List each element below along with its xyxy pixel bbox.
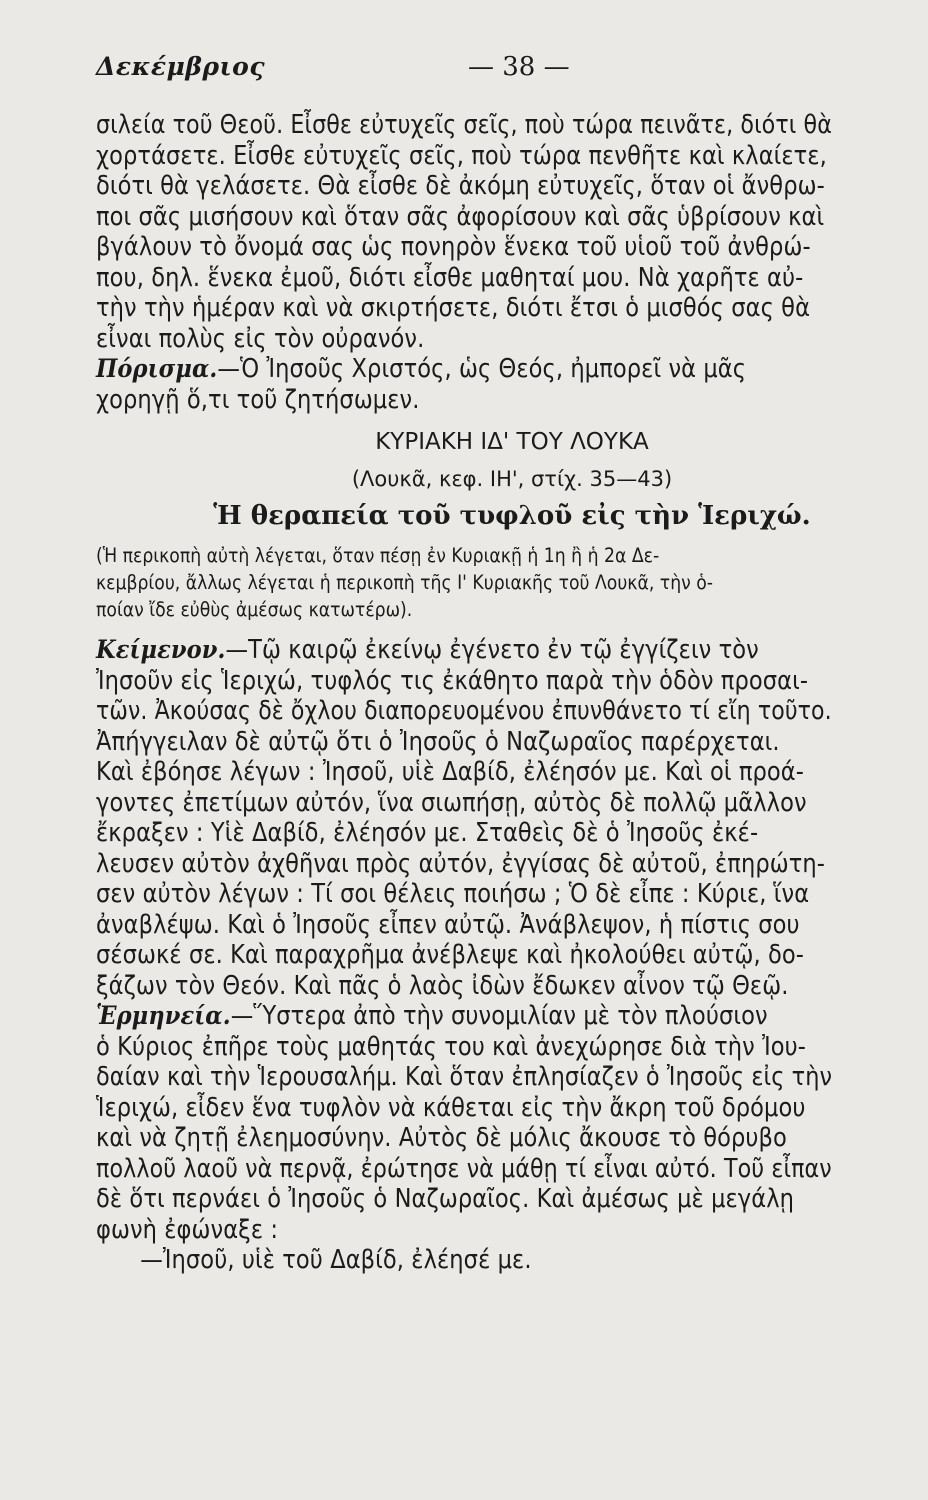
note-line: (Ἡ περικοπὴ αὐτὴ λέγεται, ὅταν πέσῃ ἐν Κυριακῇ ἡ 1η ἢ ἡ 2α Δε- bbox=[96, 544, 660, 567]
dialogue-line: —Ἰησοῦ, υἱὲ τοῦ Δαβίδ, ἐλέησέ με. bbox=[140, 1245, 532, 1275]
text-line: ξάζων τὸν Θεόν. Καὶ πᾶς ὁ λαὸς ἰδὼν ἔδωκεν αἶνον τῷ Θεῷ. bbox=[96, 970, 789, 1001]
text-line: τῶν. Ἀκούσας δὲ ὄχλου διαπορευομένου ἐπυνθάνετο τί εἴη τοῦτο. bbox=[96, 696, 832, 726]
text-line: γοντες ἐπετίμων αὐτόν, ἵνα σιωπήσῃ, αὐτὸς δὲ πολλῷ μᾶλλον bbox=[96, 787, 807, 818]
text-line: ποι σᾶς μισήσουν καὶ ὅταν σᾶς ἀφορίσουν καὶ σᾶς ὑβρίσουν καὶ bbox=[96, 201, 825, 232]
text-line: χορτάσετε. Εἶσθε εὐτυχεῖς σεῖς, ποὺ τώρα πενθῆτε καὶ κλαίετε, bbox=[96, 140, 827, 171]
opening-passage bbox=[96, 110, 928, 354]
text-line: σέσωκέ σε. Καὶ παραχρῆμα ἀνέβλεψε καὶ ἠκολούθει αὐτῷ, δο- bbox=[96, 940, 805, 970]
text-line: ἀναβλέψω. Καὶ ὁ Ἰησοῦς εἶπεν αὐτῷ. Ἀνάβλεψον, ἡ πίστις σου bbox=[96, 909, 800, 940]
text-line: πολλοῦ λαοῦ νὰ περνᾷ, ἐρώτησε νὰ μάθῃ τί εἶναι αὐτό. Τοῦ εἶπαν bbox=[96, 1153, 832, 1184]
text-line: σιλεία τοῦ Θεοῦ. Εἶσθε εὐτυχεῖς σεῖς, ποὺ τώρα πεινᾶτε, διότι θὰ bbox=[96, 110, 832, 140]
porisma-paragraph bbox=[96, 354, 928, 415]
gospel-title: Ἡ θεραπεία τοῦ τυφλοῦ εἰς τὴν Ἱεριχώ. bbox=[213, 501, 811, 531]
text-line: φωνὴ ἐφώναξε : bbox=[96, 1214, 279, 1245]
text-line: εἶναι πολὺς εἰς τὸν οὐρανόν. bbox=[96, 323, 425, 354]
keimenon-label: Κείμενον. bbox=[96, 635, 226, 665]
text-line: που, δηλ. ἕνεκα ἐμοῦ, διότι εἶσθε μαθηταί μου. Νὰ χαρῆτε αὐ- bbox=[96, 262, 804, 293]
note-line: κεμβρίου, ἄλλως λέγεται ἡ περικοπὴ τῆς Ι' Κυριακῆς τοῦ Λουκᾶ, τὴν ὁ- bbox=[96, 571, 714, 594]
keimenon-paragraph bbox=[96, 635, 928, 1001]
text-line: σεν αὐτὸν λέγων : Τί σοι θέλεις ποιήσω ; Ὁ δὲ εἶπε : Κύριε, ἵνα bbox=[96, 879, 810, 909]
note-line: ποίαν ἴδε εὐθὺς ἀμέσως κατωτέρω). bbox=[96, 598, 413, 621]
text-line: τὴν τὴν ἡμέραν καὶ νὰ σκιρτήσετε, διότι ἔτσι ὁ μισθός σας θὰ bbox=[96, 293, 811, 323]
sunday-title: ΚΥΡΙΑΚΗ ΙΔ' ΤΟΥ ΛΟΥΚΑ bbox=[375, 429, 649, 455]
text-line: καὶ νὰ ζητῇ ἐλεημοσύνην. Αὐτὸς δὲ μόλις ἄκουσε τὸ θόρυβο bbox=[96, 1123, 787, 1153]
porisma-text: —Ὁ Ἰησοῦς Χριστός, ὡς Θεός, ἠμπορεῖ νὰ μᾶς bbox=[217, 354, 747, 384]
text-line: χορηγῇ ὅ,τι τοῦ ζητήσωμεν. bbox=[96, 384, 420, 415]
text-line: διότι θὰ γελάσετε. Θὰ εἶσθε δὲ ἀκόμη εὐτυχεῖς, ὅταν οἱ ἄνθρω- bbox=[96, 171, 825, 201]
editorial-note bbox=[96, 542, 928, 623]
text-line: ὁ Κύριος ἐπῆρε τοὺς μαθητάς του καὶ ἀνεχώρησε διὰ τὴν Ἰου- bbox=[96, 1031, 807, 1062]
text-line: δὲ ὅτι περνάει ὁ Ἰησοῦς ὁ Ναζωραῖος. Καὶ ἀμέσως μὲ μεγάλῃ bbox=[96, 1184, 795, 1214]
ermineia-text: —Ὕστερα ἀπὸ τὴν συνομιλίαν μὲ τὸν πλούσιον bbox=[230, 1001, 768, 1031]
scripture-reference: (Λουκᾶ, κεφ. ΙΗ', στίχ. 35—43) bbox=[351, 466, 673, 491]
keimenon-first-line bbox=[96, 635, 832, 666]
page-body bbox=[96, 110, 928, 1276]
page-header bbox=[96, 52, 832, 92]
page-number: — 38 — bbox=[468, 52, 570, 82]
text-line: ἔκραξεν : Υἱὲ Δαβίδ, ἐλέησόν με. Σταθεὶς δὲ ὁ Ἰησοῦς ἐκέ- bbox=[96, 818, 759, 848]
section-heading bbox=[96, 427, 928, 538]
text-line: Ἱεριχώ, εἶδεν ἕνα τυφλὸν νὰ κάθεται εἰς τὴν ἄκρη τοῦ δρόμου bbox=[96, 1092, 806, 1123]
text-line: Ἀπήγγειλαν δὲ αὐτῷ ὅτι ὁ Ἰησοῦς ὁ Ναζωραῖος παρέρχεται. bbox=[96, 726, 780, 757]
text-line: Καὶ ἐβόησε λέγων : Ἰησοῦ, υἱὲ Δαβίδ, ἐλέησόν με. Καὶ οἱ προά- bbox=[96, 757, 804, 787]
porisma-label: Πόρισμα. bbox=[96, 354, 218, 384]
running-head: Δεκέμβριος bbox=[96, 52, 266, 81]
ermineia-label: Ἑρμηνεία. bbox=[96, 1001, 231, 1031]
porisma-first-line bbox=[96, 354, 832, 385]
ermineia-first-line bbox=[96, 1001, 832, 1032]
keimenon-text: —Τῷ καιρῷ ἐκείνῳ ἐγένετο ἐν τῷ ἐγγίζειν τὸν bbox=[225, 635, 759, 665]
text-line: βγάλουν τὸ ὄνομά σας ὡς πονηρὸν ἕνεκα τοῦ υἱοῦ τοῦ ἀνθρώ- bbox=[96, 232, 811, 262]
text-line: λευσεν αὐτὸν ἀχθῆναι πρὸς αὐτόν, ἐγγίσας δὲ αὐτοῦ, ἐπηρώτη- bbox=[96, 848, 826, 879]
text-line: Ἰησοῦν εἰς Ἱεριχώ, τυφλός τις ἐκάθητο παρὰ τὴν ὁδὸν προσαι- bbox=[96, 665, 809, 696]
text-line: δαίαν καὶ τὴν Ἱερουσαλήμ. Καὶ ὅταν ἐπλησίαζεν ὁ Ἰησοῦς εἰς τὴν bbox=[96, 1062, 833, 1092]
ermineia-paragraph bbox=[96, 1001, 928, 1276]
